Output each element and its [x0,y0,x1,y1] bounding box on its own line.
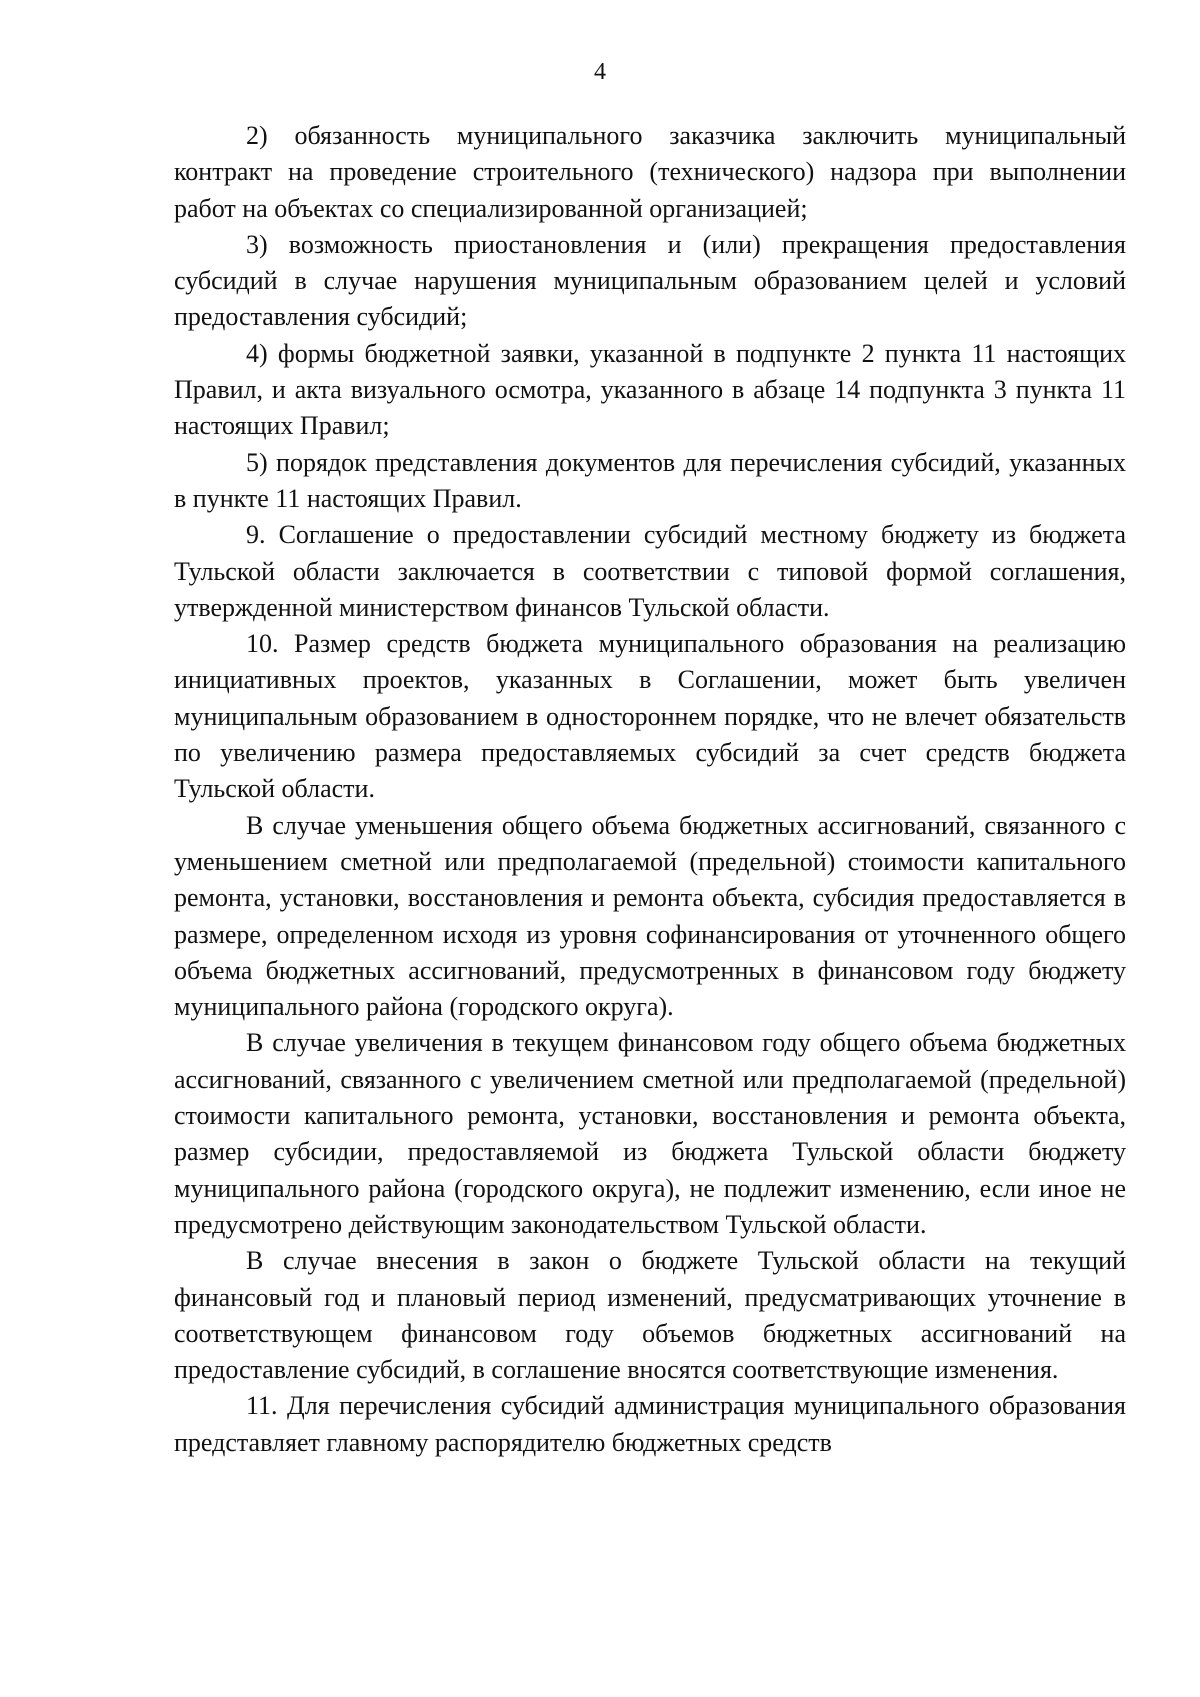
paragraph-clause-11: 11. Для перечисления субсидий администрация муниципального образования представляет главному распорядителю бюджетных средств [174,1391,1126,1457]
paragraph-budget-amendment-case: В случае внесения в закон о бюджете Тульской области на текущий финансовый год и плановый период изменений, предусматривающих уточнение в соответствующем финансовом году объемов бюджетных ассигнований на предоставление субсидий, в соглашение вносятся соответствующие изменения. [174,1246,1126,1385]
page-number: 4 [594,59,606,85]
paragraph-clause-10: 10. Размер средств бюджета муниципального образования на реализацию инициативных проектов, указанных в Соглашении, может быть увеличен муниципальным образованием в одностороннем порядке, что не влечет обязательств по увеличению размера предоставляемых субсидий за счет средств бюджета Тульской области. [174,629,1126,804]
paragraph-item-3: 3) возможность приостановления и (или) прекращения предоставления субсидий в случае нарушения муниципальным образованием целей и условий предоставления субсидий; [174,229,1126,332]
paragraph-decrease-case: В случае уменьшения общего объема бюджетных ассигнований, связанного с уменьшением сметной или предполагаемой (предельной) стоимости капитального ремонта, установки, восстановления и ремонта объекта, субсидия предоставляется в размере, определенном исходя из уровня софинансирования от уточненного общего объема бюджетных ассигнований, предусмотренных в финансовом году бюджету муниципального района (городского округа). [174,810,1126,1022]
paragraph-item-5: 5) порядок представления документов для перечисления субсидий, указанных в пункте 11 настоящих Правил. [174,447,1126,513]
paragraph-item-2: 2) обязанность муниципального заказчика заключить муниципальный контракт на проведение строительного (технического) надзора при выполнении работ на объектах со специализированной организацией; [174,121,1126,223]
paragraph-clause-9: 9. Соглашение о предоставлении субсидий местному бюджету из бюджета Тульской области заключается в соответствии с типовой формой соглашения, утвержденной министерством финансов Тульской области. [174,520,1126,622]
document-body [174,118,1126,1461]
paragraph-increase-case: В случае увеличения в текущем финансовом году общего объема бюджетных ассигнований, связанного с увеличением сметной или предполагаемой (предельной) стоимости капитального ремонта, установки, восстановления и ремонта объекта, размер субсидии, предоставляемой из бюджета Тульской области бюджету муниципального района (городского округа), не подлежит изменению, если иное не предусмотрено действующим законодательством Тульской области. [174,1028,1126,1239]
paragraph-item-4: 4) формы бюджетной заявки, указанной в подпункте 2 пункта 11 настоящих Правил, и акта визуального осмотра, указанного в абзаце 14 подпункта 3 пункта 11 настоящих Правил; [174,338,1126,441]
